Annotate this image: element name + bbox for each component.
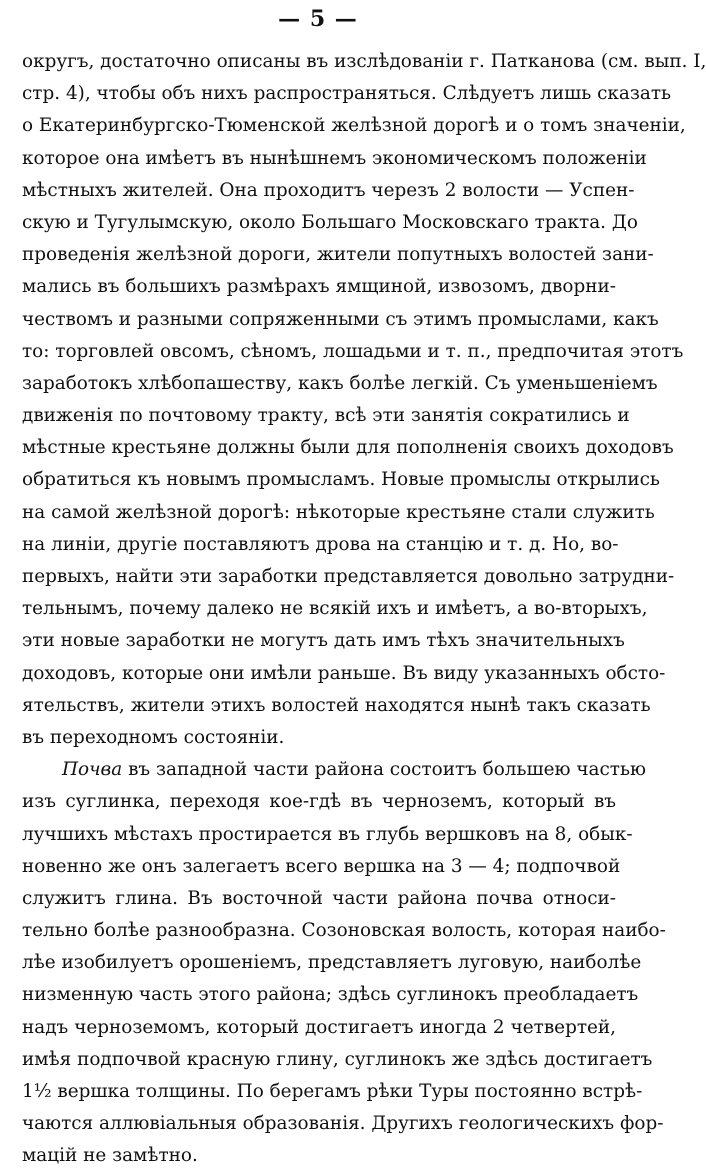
text-line: первыхъ, найти эти заработки представляется довольно затрудни-	[22, 566, 675, 587]
paragraph-2	[22, 754, 666, 1172]
text-line: движенія по почтовому тракту, всѣ эти занятія сократились и	[22, 405, 630, 427]
text-line	[22, 754, 646, 786]
text-line: о Екатеринбургско-Тюменской желѣзной дорогѣ и о томъ значеніи,	[22, 115, 686, 137]
text-line: надъ черноземомъ, который достигаетъ иногда 2 четвертей,	[22, 1016, 616, 1038]
paragraph-1	[22, 46, 706, 754]
text-line: тельно болѣе разнообразна. Созоновская волость, которая наибо-	[22, 920, 666, 942]
text-line: на линіи, другіе поставляютъ дрова на станцію и т. д. Но, во-	[22, 533, 619, 555]
text-fragment: въ западной части района состоитъ большею частью	[122, 759, 646, 781]
text-line: эти новые заработки не могутъ дать имъ тѣхъ значительныхъ	[22, 630, 625, 652]
text-line: служитъ глина. Въ восточной части района почва относи-	[22, 887, 616, 909]
text-line: мались въ большихъ размѣрахъ ямщиной, извозомъ, дворни-	[22, 276, 616, 298]
text-line: которое она имѣетъ въ нынѣшнемъ экономическомъ положеніи	[22, 147, 647, 169]
text-line: тельнымъ, почему далеко не всякій ихъ и имѣетъ, а во-вторыхъ,	[22, 598, 648, 620]
text-line: ятельствъ, жители этихъ волостей находятся нынѣ такъ сказать	[22, 694, 651, 716]
text-line: доходовъ, которые они имѣли раньше. Въ виду указанныхъ обсто-	[22, 662, 666, 684]
text-line: 1½ вершка толщины. По берегамъ рѣки Туры постоянно встрѣ-	[22, 1081, 643, 1102]
text-line: обратиться къ новымъ промысламъ. Новые промыслы открылись	[22, 469, 660, 491]
text-line: мѣстные крестьяне должны были для пополненія своихъ доходовъ	[22, 437, 674, 459]
text-line: новенно же онъ залегаетъ всего вершка на 3 — 4; подпочвой	[22, 855, 621, 877]
text-line: то: торговлей овсомъ, сѣномъ, лошадьми и т. п., предпочитая этотъ	[22, 340, 684, 362]
text-line: лѣе изобилуетъ орошеніемъ, представляетъ луговую, наиболѣе	[22, 952, 642, 974]
text-line: на самой желѣзной дорогѣ: нѣкоторые крестьяне стали служить	[22, 501, 655, 523]
text-line: стр. 4), чтобы объ нихъ распространяться. Слѣдуетъ лишь сказать	[22, 83, 672, 105]
text-line: изъ суглинка, переходя кое-гдѣ въ черноземъ, который въ	[22, 791, 616, 813]
text-line: имѣя подпочвой красную глину, суглинокъ же здѣсь достигаетъ	[22, 1048, 653, 1070]
body-text	[22, 46, 706, 1173]
text-line: низменную часть этого района; здѣсь суглинокъ преобладаетъ	[22, 984, 639, 1006]
text-line: заработокъ хлѣбопашеству, какъ болѣе легкій. Съ уменьшеніемъ	[22, 372, 658, 394]
text-line: мацій не замѣтно.	[22, 1145, 198, 1167]
page-number: — 5 —	[278, 6, 358, 32]
text-line: чаются аллювіальныя образованія. Другихъ геологическихъ фор-	[22, 1113, 664, 1135]
text-line: скую и Тугулымскую, около Большаго Московскаго тракта. До	[22, 211, 638, 233]
text-line: проведенія желѣзной дороги, жители попутныхъ волостей зани-	[22, 244, 654, 266]
text-line: мѣстныхъ жителей. Она проходитъ черезъ 2 волости — Успен-	[22, 179, 635, 201]
text-line: лучшихъ мѣстахъ простирается въ глубь вершковъ на 8, обык-	[22, 823, 633, 845]
text-line: чествомъ и разными сопряженными съ этимъ промыслами, какъ	[22, 308, 659, 330]
text-line: округъ, достаточно описаны въ изслѣдованіи г. Патканова (см. вып. I,	[22, 51, 706, 72]
emphasized-term: Почва	[62, 759, 123, 781]
text-line: въ переходномъ состояніи.	[22, 726, 285, 748]
